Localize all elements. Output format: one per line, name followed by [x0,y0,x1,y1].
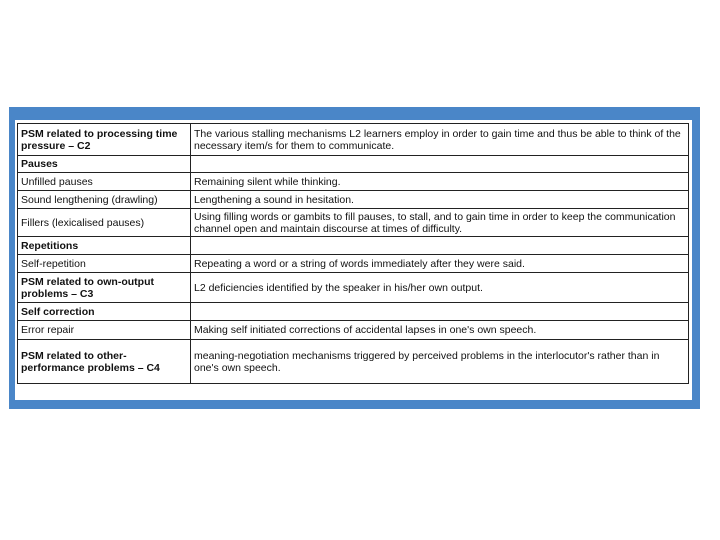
row-description: meaning-negotiation mechanisms triggered by perceived problems in the interlocutor's rather than in one's own speech. [191,340,689,384]
row-description: L2 deficiencies identified by the speaker in his/her own output. [191,273,689,303]
table-row [18,156,689,173]
table-row [18,124,689,156]
row-description [191,237,689,255]
slide-frame [9,107,700,409]
table-row [18,321,689,340]
row-label: Error repair [18,321,191,340]
row-label: Sound lengthening (drawling) [18,191,191,209]
row-label: Fillers (lexicalised pauses) [18,209,191,237]
row-description: Remaining silent while thinking. [191,173,689,191]
table-row [18,191,689,209]
table-panel [15,120,692,400]
row-label: Self-repetition [18,255,191,273]
table-row [18,255,689,273]
row-description: Lengthening a sound in hesitation. [191,191,689,209]
row-label: PSM related to processing time pressure – C2 [18,124,191,156]
row-description: Repeating a word or a string of words immediately after they were said. [191,255,689,273]
row-description: The various stalling mechanisms L2 learners employ in order to gain time and thus be able to think of the necessary item/s for them to communicate. [191,124,689,156]
row-label: PSM related to own-output problems – C3 [18,273,191,303]
row-label: Unfilled pauses [18,173,191,191]
table-row [18,237,689,255]
row-label: PSM related to other-performance problems – C4 [18,340,191,384]
row-label: Repetitions [18,237,191,255]
row-description: Using filling words or gambits to fill pauses, to stall, and to gain time in order to keep the communication channel open and maintain discourse at times of difficulty. [191,209,689,237]
row-description: Making self initiated corrections of accidental lapses in one's own speech. [191,321,689,340]
strategies-table [17,123,689,384]
row-description [191,156,689,173]
table-row [18,209,689,237]
row-label: Self correction [18,303,191,321]
table-row [18,303,689,321]
row-label: Pauses [18,156,191,173]
row-description [191,303,689,321]
table-row [18,173,689,191]
table-row [18,340,689,384]
table-row [18,273,689,303]
